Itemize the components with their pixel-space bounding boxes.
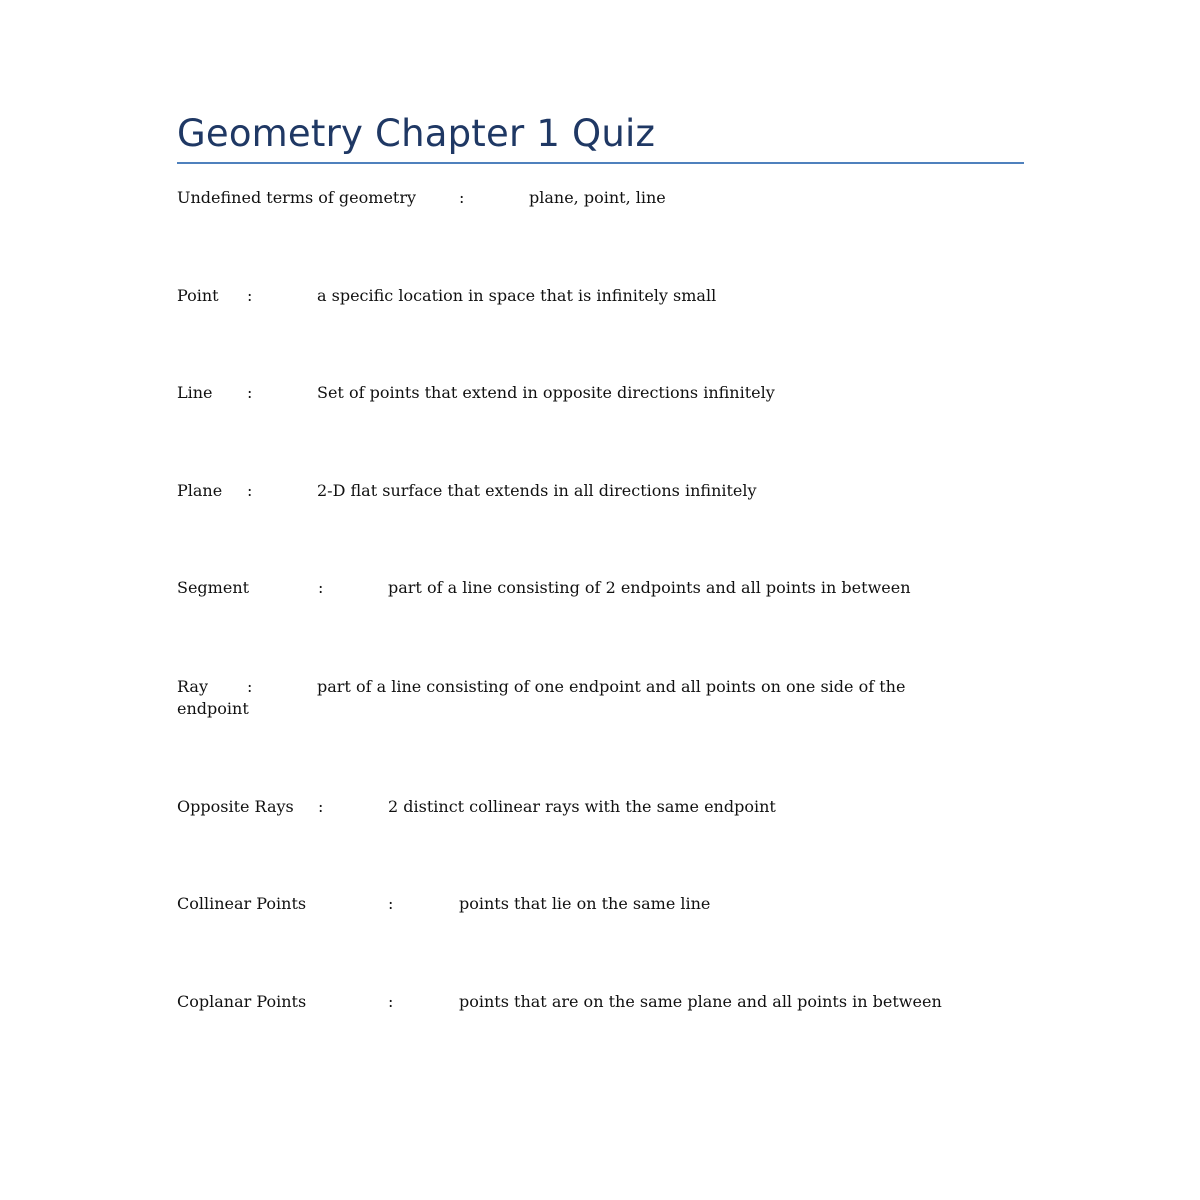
definition-entry-coplanar-points	[177, 991, 1007, 1013]
entry-separator: :	[247, 286, 253, 305]
entry-separator: :	[388, 992, 394, 1011]
definition-entry-point	[177, 285, 1007, 307]
entry-term: Opposite Rays	[177, 797, 294, 816]
entry-separator: :	[318, 797, 324, 816]
definition-entry-line	[177, 382, 1007, 404]
entry-separator: :	[388, 894, 394, 913]
entry-definition-continued: endpoint	[177, 699, 249, 718]
entry-term: Collinear Points	[177, 894, 307, 913]
entry-separator: :	[459, 188, 465, 207]
entry-definition: part of a line consisting of one endpoint and all points on one side of the	[317, 677, 906, 696]
definition-entry-segment	[177, 577, 1007, 599]
entry-definition: a specific location in space that is infinitely small	[317, 286, 717, 305]
entry-term: Line	[177, 383, 213, 402]
entry-definition: plane, point, line	[529, 188, 666, 207]
entry-definition: points that are on the same plane and all points in between	[459, 992, 942, 1011]
definition-entry-undefined-terms	[177, 187, 1007, 209]
entry-term: Undefined terms of geometry	[177, 188, 417, 207]
title-underline	[177, 162, 1024, 164]
document-title: Geometry Chapter 1 Quiz	[177, 112, 656, 155]
entry-term: Point	[177, 286, 219, 305]
entry-definition: points that lie on the same line	[459, 894, 711, 913]
entry-term: Ray	[177, 677, 208, 696]
entry-term: Segment	[177, 578, 250, 597]
entry-definition: 2 distinct collinear rays with the same endpoint	[388, 797, 776, 816]
entry-separator: :	[318, 578, 324, 597]
entry-term: Plane	[177, 481, 223, 500]
entry-definition: Set of points that extend in opposite directions infinitely	[317, 383, 775, 402]
entry-separator: :	[247, 481, 253, 500]
entry-separator: :	[247, 383, 253, 402]
definition-entry-collinear-points	[177, 893, 1007, 915]
definition-entry-opposite-rays	[177, 796, 1007, 818]
entry-definition: part of a line consisting of 2 endpoints and all points in between	[388, 578, 911, 597]
definition-entry-plane	[177, 480, 1007, 502]
entry-term: Coplanar Points	[177, 992, 307, 1011]
entry-definition: 2-D flat surface that extends in all directions infinitely	[317, 481, 757, 500]
entry-separator: :	[247, 677, 253, 696]
definition-entry-ray	[177, 676, 1007, 718]
